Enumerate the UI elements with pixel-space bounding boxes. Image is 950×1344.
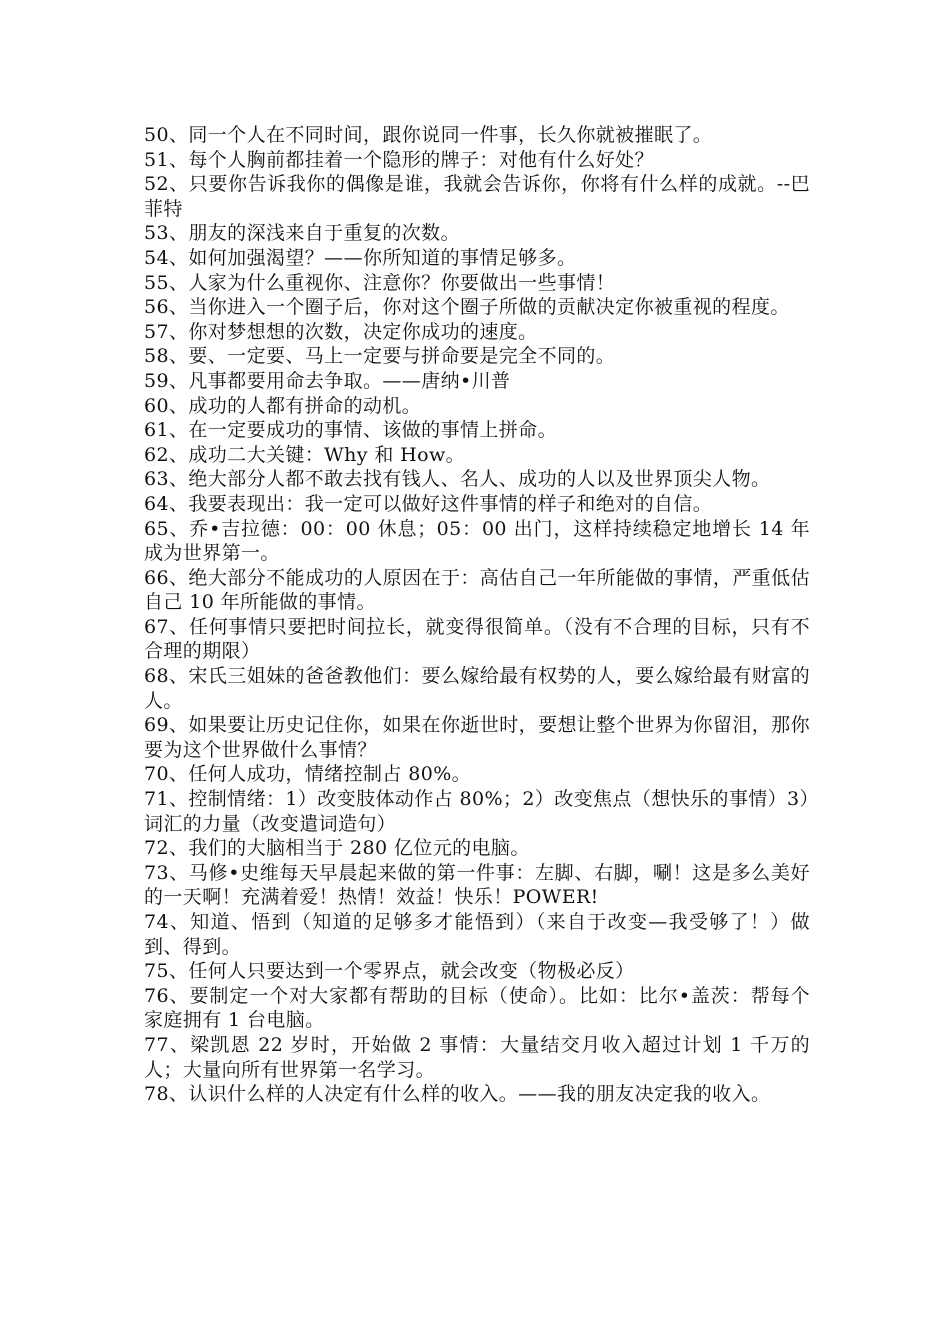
list-item: 59、凡事都要用命去争取。——唐纳•川普 <box>144 369 511 392</box>
list-item: 62、成功二大关键：Why 和 How。 <box>144 443 466 466</box>
list-item: 50、同一个人在不同时间，跟你说同一件事，长久你就被摧眠了。 <box>144 124 713 146</box>
list-item: 61、在一定要成功的事情、该做的事情上拼命。 <box>144 419 557 442</box>
list-item: 70、任何人成功，情绪控制占 80%。 <box>144 763 472 786</box>
list-item: 57、你对梦想想的次数，决定你成功的速度。 <box>144 320 538 343</box>
list-item: 74、知道、悟到（知道的足够多才能悟到）（来自于改变—我受够了！）做到、得到。 <box>144 911 810 958</box>
list-item: 77、梁凯恩 22 岁时，开始做 2 事情：大量结交月收入超过计划 1 千万的人；大量向所有世界第一名学习。 <box>144 1033 810 1081</box>
list-item: 63、绝大部分人都不敢去找有钱人、名人、成功的人以及世界顶尖人物。 <box>144 468 771 491</box>
list-item: 65、乔•吉拉德：00：00 休息；05：00 出门，这样持续稳定地增长 14 年成为世界第一。 <box>144 517 810 565</box>
section-heading: 词汇的力量（改变遣词造句） <box>144 812 397 835</box>
list-item: 75、任何人只要达到一个零界点，就会改变（物极必反） <box>144 960 635 983</box>
document-body <box>144 123 819 1107</box>
list-item: 69、如果要让历史记住你，如果在你逝世时，要想让整个世界为你留泪，那你要为这个世界做什么事情？ <box>144 714 810 761</box>
list-item: 56、当你进入一个圈子后，你对这个圈子所做的贡献决定你被重视的程度。 <box>144 296 790 319</box>
list-item: 72、我们的大脑相当于 280 亿位元的电脑。 <box>144 837 530 860</box>
list-item: 73、马修•史维每天早晨起来做的第一件事：左脚、右脚，唰！这是多么美好的一天啊！充满着爱！热情！效益！快乐！POWER! <box>144 861 810 909</box>
list-item: 76、要制定一个对大家都有帮助的目标（使命）。比如：比尔•盖茨：帮每个家庭拥有 1 台电脑。 <box>144 984 810 1032</box>
list-item: 68、宋氏三姐妹的爸爸教他们：要么嫁给最有权势的人，要么嫁给最有财富的人。 <box>144 665 810 712</box>
list-item: 51、每个人胸前都挂着一个隐形的牌子：对他有什么好处？ <box>144 148 654 171</box>
list-item: 67、任何事情只要把时间拉长，就变得很简单。（没有不合理的目标，只有不合理的期限） <box>144 615 810 663</box>
list-item: 71、控制情绪：1）改变肢体动作占 80%；2）改变焦点（想快乐的事情）3） <box>144 788 819 811</box>
list-item: 78、认识什么样的人决定有什么样的收入。——我的朋友决定我的收入。 <box>144 1083 771 1106</box>
list-item: 52、只要你告诉我你的偶像是谁，我就会告诉你，你将有什么样的成就。--巴菲特 <box>144 173 810 220</box>
list-item: 60、成功的人都有拼命的动机。 <box>144 394 422 417</box>
list-item: 66、绝大部分不能成功的人原因在于：高估自己一年所能做的事情，严重低估自己 10 年所能做的事情。 <box>144 566 810 614</box>
list-item: 55、人家为什么重视你、注意你？你要做出一些事情！ <box>144 271 616 294</box>
list-item: 54、如何加强渴望？——你所知道的事情足够多。 <box>144 246 577 269</box>
list-item: 58、要、一定要、马上一定要与拼命要是完全不同的。 <box>144 345 616 368</box>
list-item: 53、朋友的深浅来自于重复的次数。 <box>144 222 460 245</box>
list-item: 64、我要表现出：我一定可以做好这件事情的样子和绝对的自信。 <box>144 492 713 515</box>
